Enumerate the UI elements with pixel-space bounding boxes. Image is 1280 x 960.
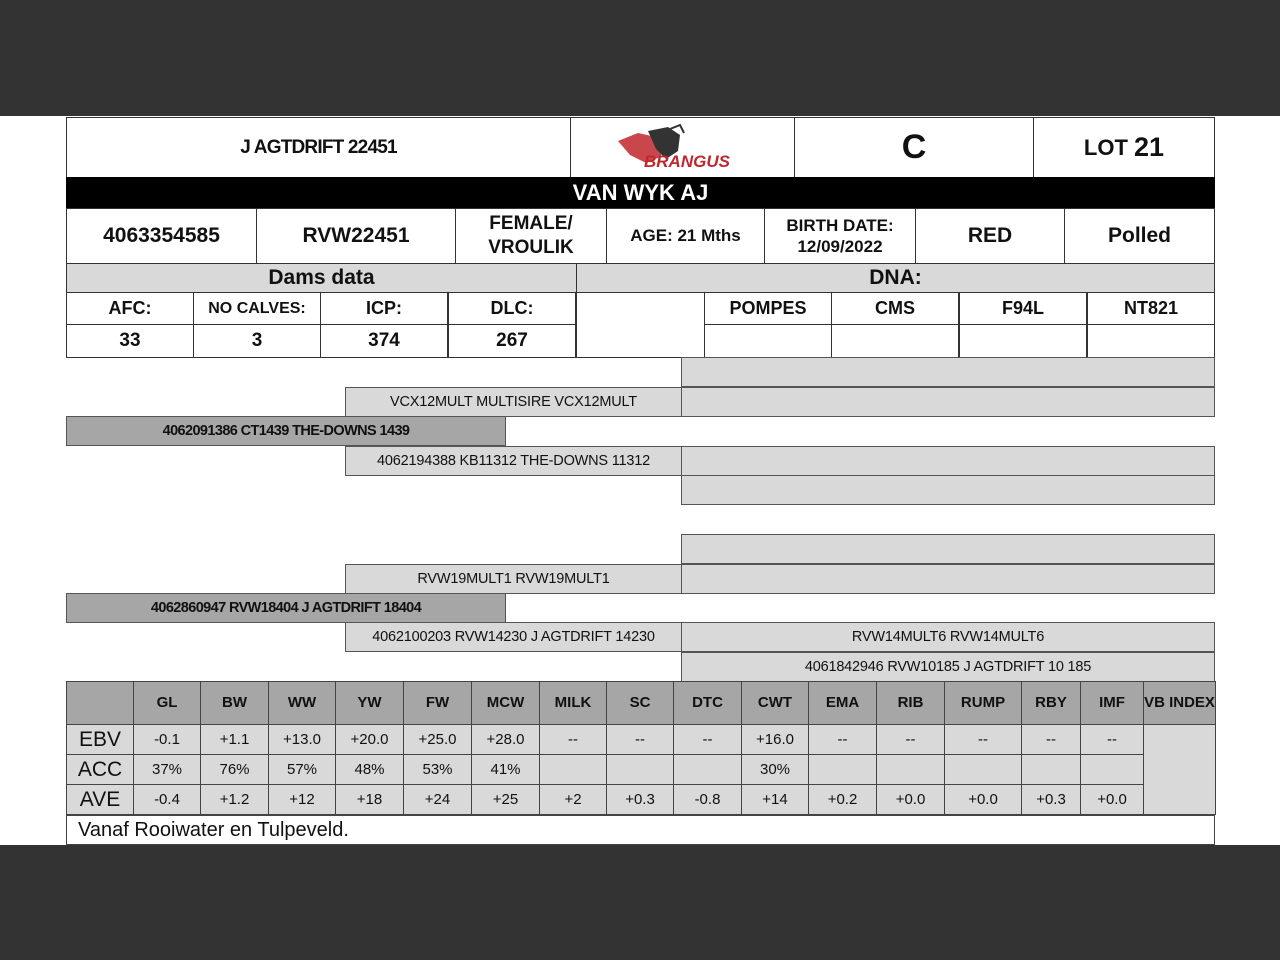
vb-index-value	[1144, 725, 1216, 815]
ebv-cell: --	[945, 725, 1022, 755]
dams-value-1: 3	[193, 324, 321, 358]
ebv-cell: +18	[336, 785, 404, 815]
row-label: ACC	[67, 755, 134, 785]
lot-number	[1033, 117, 1215, 178]
dna-value-0	[704, 324, 832, 358]
pedigree-empty-5	[681, 534, 1215, 564]
ebv-header-milk: MILK	[540, 682, 607, 725]
animal-age: AGE: 21 Mths	[606, 208, 765, 264]
ebv-header-mcw: MCW	[472, 682, 540, 725]
farm-name: J AGTDRIFT 22451	[66, 117, 571, 178]
dams-value-0: 33	[66, 324, 194, 358]
ebv-cell: 30%	[742, 755, 809, 785]
ebv-cell: --	[1022, 725, 1081, 755]
brangus-logo	[570, 117, 795, 178]
dams-header-0: AFC:	[66, 292, 194, 325]
lot-label: LOT	[1083, 134, 1128, 160]
ebv-cell: +14	[742, 785, 809, 815]
pedigree-empty-4	[681, 475, 1215, 505]
cattle-logo-icon	[608, 123, 758, 173]
ebv-cell: --	[809, 725, 877, 755]
sire-sire: VCX12MULT MULTISIRE VCX12MULT	[345, 387, 682, 417]
ebv-header-blank	[67, 682, 134, 725]
ebv-header-ww: WW	[269, 682, 336, 725]
dam-sire: RVW19MULT1 RVW19MULT1	[345, 564, 682, 594]
ebv-cell: +25.0	[404, 725, 472, 755]
ebv-cell: +25	[472, 785, 540, 815]
category: C	[794, 117, 1034, 178]
ebv-cell: --	[540, 725, 607, 755]
ebv-table	[66, 681, 1216, 815]
ebv-cell: +13.0	[269, 725, 336, 755]
dna-value-1	[831, 324, 959, 358]
ebv-cell: -0.8	[674, 785, 742, 815]
ebv-cell: --	[674, 725, 742, 755]
ebv-cell: +0.0	[1081, 785, 1144, 815]
logo-text: BRANGUS	[643, 151, 730, 171]
ebv-cell: +0.0	[877, 785, 945, 815]
ebv-cell	[877, 755, 945, 785]
ebv-cell: +0.2	[809, 785, 877, 815]
birth-label: BIRTH DATE:	[786, 215, 894, 235]
ebv-cell: --	[607, 725, 674, 755]
ebv-cell	[1081, 755, 1144, 785]
ebv-cell: 57%	[269, 755, 336, 785]
ebv-cell: +0.3	[1022, 785, 1081, 815]
dna-value-3	[1087, 324, 1215, 358]
animal-id: 4063354585	[66, 208, 257, 264]
ebv-cell: +1.1	[201, 725, 269, 755]
owner-name: VAN WYK AJ	[66, 177, 1215, 209]
ebv-header-rump: RUMP	[945, 682, 1022, 725]
ebv-cell: +28.0	[472, 725, 540, 755]
lot-value: 21	[1134, 131, 1165, 162]
ebv-cell: -0.4	[134, 785, 201, 815]
dams-value-3: 267	[448, 324, 576, 358]
ebv-cell: 76%	[201, 755, 269, 785]
pedigree-empty-6	[681, 564, 1215, 594]
pedigree-empty-3	[681, 446, 1215, 476]
ebv-cell: +16.0	[742, 725, 809, 755]
ebv-header-cwt: CWT	[742, 682, 809, 725]
dna-header-0: POMPES	[704, 292, 832, 325]
ebv-cell: --	[1081, 725, 1144, 755]
ebv-header-rib: RIB	[877, 682, 945, 725]
footer-note: Vanaf Rooiwater en Tulpeveld.	[66, 815, 1215, 845]
dam-dam-dam: 4061842946 RVW10185 J AGTDRIFT 10 185	[681, 652, 1215, 682]
animal-colour: RED	[915, 208, 1065, 264]
ebv-row-ebv	[67, 725, 1216, 755]
ebv-cell	[945, 755, 1022, 785]
ebv-cell: +0.0	[945, 785, 1022, 815]
sire-dam: 4062194388 KB11312 THE-DOWNS 11312	[345, 446, 682, 476]
ebv-cell	[540, 755, 607, 785]
ebv-cell: +1.2	[201, 785, 269, 815]
dams-data-heading: Dams data	[66, 263, 577, 293]
dam-dam: 4062100203 RVW14230 J AGTDRIFT 14230	[345, 622, 682, 652]
ebv-cell	[1022, 755, 1081, 785]
dams-value-2: 374	[320, 324, 448, 358]
ebv-cell: 37%	[134, 755, 201, 785]
dna-header-2: F94L	[959, 292, 1087, 325]
ebv-cell: +12	[269, 785, 336, 815]
dna-value-2	[959, 324, 1087, 358]
ebv-header-bw: BW	[201, 682, 269, 725]
sire: 4062091386 CT1439 THE-DOWNS 1439	[66, 416, 506, 446]
ebv-header-sc: SC	[607, 682, 674, 725]
pedigree-empty-2	[681, 387, 1215, 417]
ebv-cell: 41%	[472, 755, 540, 785]
pedigree-empty-1	[681, 357, 1215, 387]
row-label: EBV	[67, 725, 134, 755]
ebv-header-fw: FW	[404, 682, 472, 725]
row-label: AVE	[67, 785, 134, 815]
ebv-header-imf: IMF	[1081, 682, 1144, 725]
ebv-header-yw: YW	[336, 682, 404, 725]
birth-date	[764, 208, 916, 264]
ebv-cell: 48%	[336, 755, 404, 785]
dna-header-1: CMS	[831, 292, 959, 325]
ebv-cell: 53%	[404, 755, 472, 785]
dna-heading: DNA:	[576, 263, 1215, 293]
dam: 4062860947 RVW18404 J AGTDRIFT 18404	[66, 593, 506, 623]
ebv-header-ema: EMA	[809, 682, 877, 725]
dam-dam-sire: RVW14MULT6 RVW14MULT6	[681, 622, 1215, 652]
dna-header-3: NT821	[1087, 292, 1215, 325]
animal-horn: Polled	[1064, 208, 1215, 264]
ebv-cell: -0.1	[134, 725, 201, 755]
sex-en: FEMALE/	[489, 213, 573, 235]
ebv-cell	[674, 755, 742, 785]
ebv-cell: +2	[540, 785, 607, 815]
dna-blank-cell	[576, 292, 705, 358]
ebv-cell: +0.3	[607, 785, 674, 815]
ebv-row-ave	[67, 785, 1216, 815]
ebv-cell	[607, 755, 674, 785]
animal-reg: RVW22451	[256, 208, 456, 264]
ebv-row-acc	[67, 755, 1216, 785]
dams-header-1: NO CALVES:	[193, 292, 321, 325]
ebv-header-rby: RBY	[1022, 682, 1081, 725]
animal-sex	[455, 208, 607, 264]
ebv-cell: +24	[404, 785, 472, 815]
ebv-header-gl: GL	[134, 682, 201, 725]
ebv-header-vb-index: VB INDEX	[1144, 682, 1216, 725]
sex-af: VROULIK	[488, 237, 574, 258]
birth-value: 12/09/2022	[797, 237, 883, 256]
ebv-header-dtc: DTC	[674, 682, 742, 725]
dams-header-2: ICP:	[320, 292, 448, 325]
ebv-cell	[809, 755, 877, 785]
dams-header-3: DLC:	[448, 292, 576, 325]
ebv-cell: +20.0	[336, 725, 404, 755]
ebv-cell: --	[877, 725, 945, 755]
